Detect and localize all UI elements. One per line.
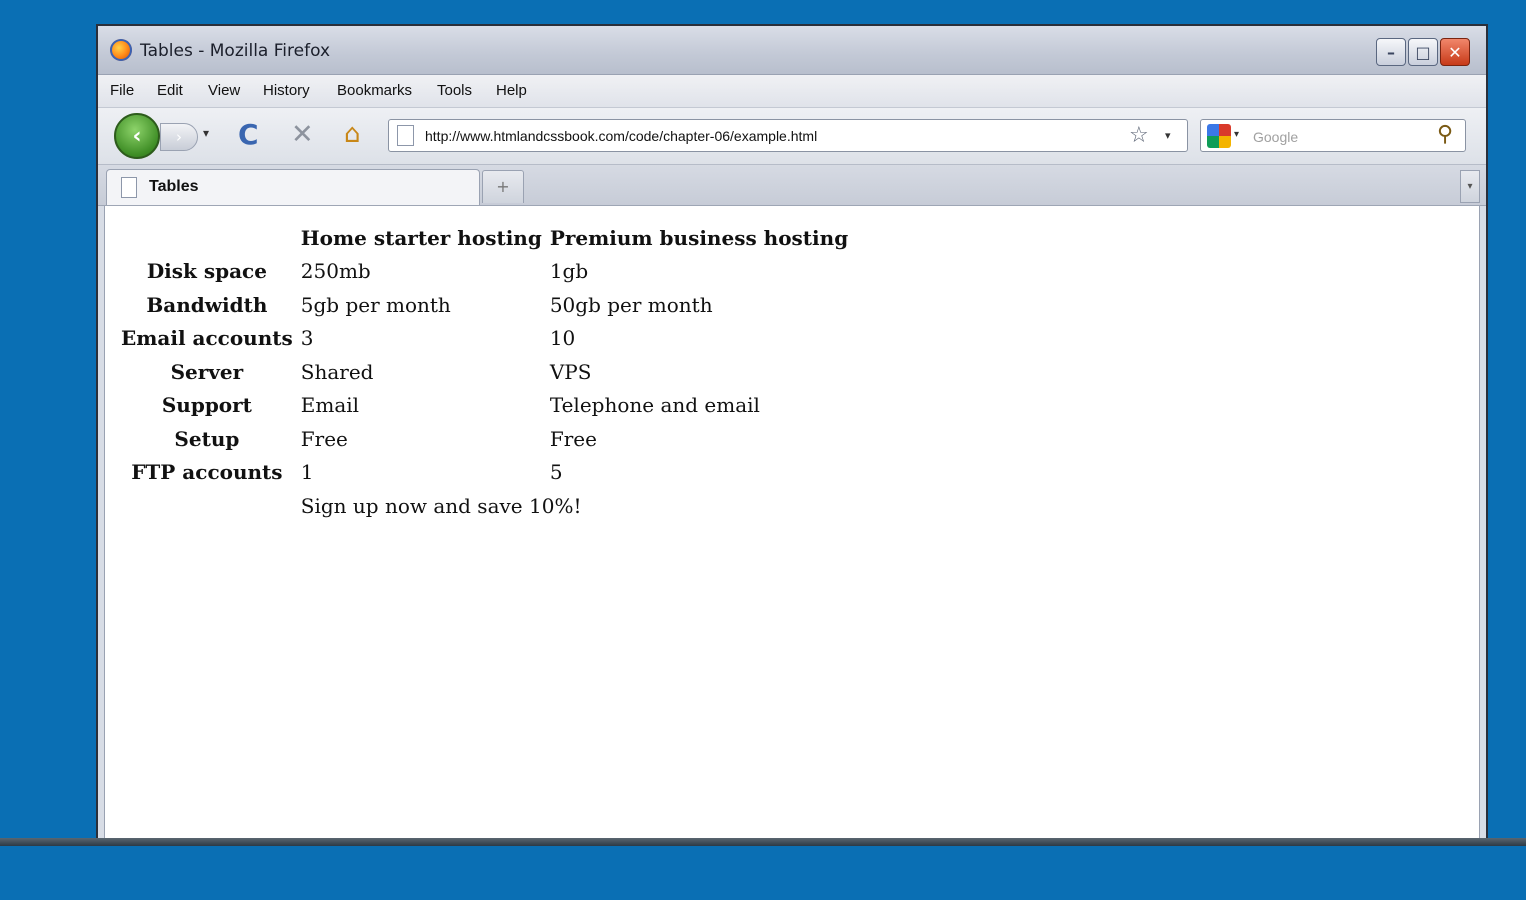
table-cell: 50gb per month [549,292,713,317]
menu-help[interactable]: Help [496,82,527,99]
row-header: Setup [174,426,240,451]
tab-page-icon [121,177,137,198]
table-cell: Email [300,393,360,418]
row-header: Disk space [146,259,267,284]
menu-bookmarks[interactable]: Bookmarks [337,82,413,99]
url-dropdown-icon[interactable]: ▾ [1165,129,1171,142]
hosting-table [115,220,854,524]
table-cell: Shared [300,359,374,384]
table-row [119,289,850,321]
new-tab-button[interactable]: + [482,170,524,203]
table-row [119,423,850,455]
page-content [104,206,1480,838]
tab-label: Tables [149,178,199,195]
search-input[interactable] [1251,126,1425,148]
table-header-row [119,222,850,254]
home-icon[interactable]: ⌂ [344,119,361,149]
search-go-icon[interactable]: ⚲ [1437,122,1454,147]
table-cell: VPS [549,359,592,384]
url-text[interactable]: http://www.htmlandcssbook.com/code/chapter-06/example.html [425,128,818,144]
menu-edit[interactable]: Edit [157,82,183,99]
firefox-logo-icon [110,39,132,61]
navigation-toolbar [98,108,1486,165]
table-cell: Free [549,426,597,451]
table-header-cell: Premium business hosting [549,225,849,250]
table-row [119,356,850,388]
table-header-cell [119,222,295,254]
page-icon [397,125,414,146]
row-header: FTP accounts [131,460,283,485]
search-engine-dropdown-icon[interactable]: ▾ [1234,129,1240,140]
row-header: Email accounts [121,326,293,351]
table-row [119,390,850,422]
reload-icon[interactable]: C [238,118,259,151]
table-cell: 5 [549,460,563,485]
tab-list-button[interactable]: ▾ [1460,170,1480,203]
close-button[interactable]: ✕ [1440,38,1470,66]
menu-bar [98,75,1486,108]
title-bar [98,26,1486,75]
table-row [119,323,850,355]
back-button[interactable]: ‹ [114,113,160,159]
search-engine-icon[interactable] [1207,124,1231,148]
row-header: Bandwidth [146,292,268,317]
maximize-button[interactable]: □ [1408,38,1438,66]
table-row [119,457,850,489]
table-cell: Telephone and email [549,393,760,418]
search-box [1200,119,1466,152]
row-header: Support [161,393,252,418]
row-header: Server [170,359,244,384]
footer-empty-cell [119,490,295,522]
table-cell: 3 [300,326,314,351]
menu-tools[interactable]: Tools [437,82,473,99]
table-cell: 1 [300,460,314,485]
table-cell: 5gb per month [300,292,451,317]
browser-window [96,24,1488,838]
menu-view[interactable]: View [208,82,241,99]
table-cell: 250mb [300,259,371,284]
table-footer-row [119,490,850,522]
minimize-button[interactable]: – [1376,38,1406,66]
table-cell: 1gb [549,259,589,284]
background-footer [0,846,1526,900]
background-divider [0,838,1526,846]
table-header-cell: Home starter hosting [300,225,542,250]
stop-icon[interactable]: ✕ [291,119,314,150]
table-cell: 10 [549,326,576,351]
menu-file[interactable]: File [110,82,135,99]
tab-tables[interactable] [106,169,480,205]
table-cell: Free [300,426,348,451]
tab-strip [98,165,1486,206]
menu-history[interactable]: History [263,82,310,99]
forward-button[interactable]: › [160,123,198,151]
history-dropdown-icon[interactable]: ▾ [203,126,210,140]
window-title: Tables - Mozilla Firefox [140,41,331,61]
bookmark-star-icon[interactable]: ☆ [1129,123,1149,148]
table-footer-note: Sign up now and save 10%! [300,493,582,518]
address-bar[interactable] [388,119,1188,152]
table-row [119,256,850,288]
